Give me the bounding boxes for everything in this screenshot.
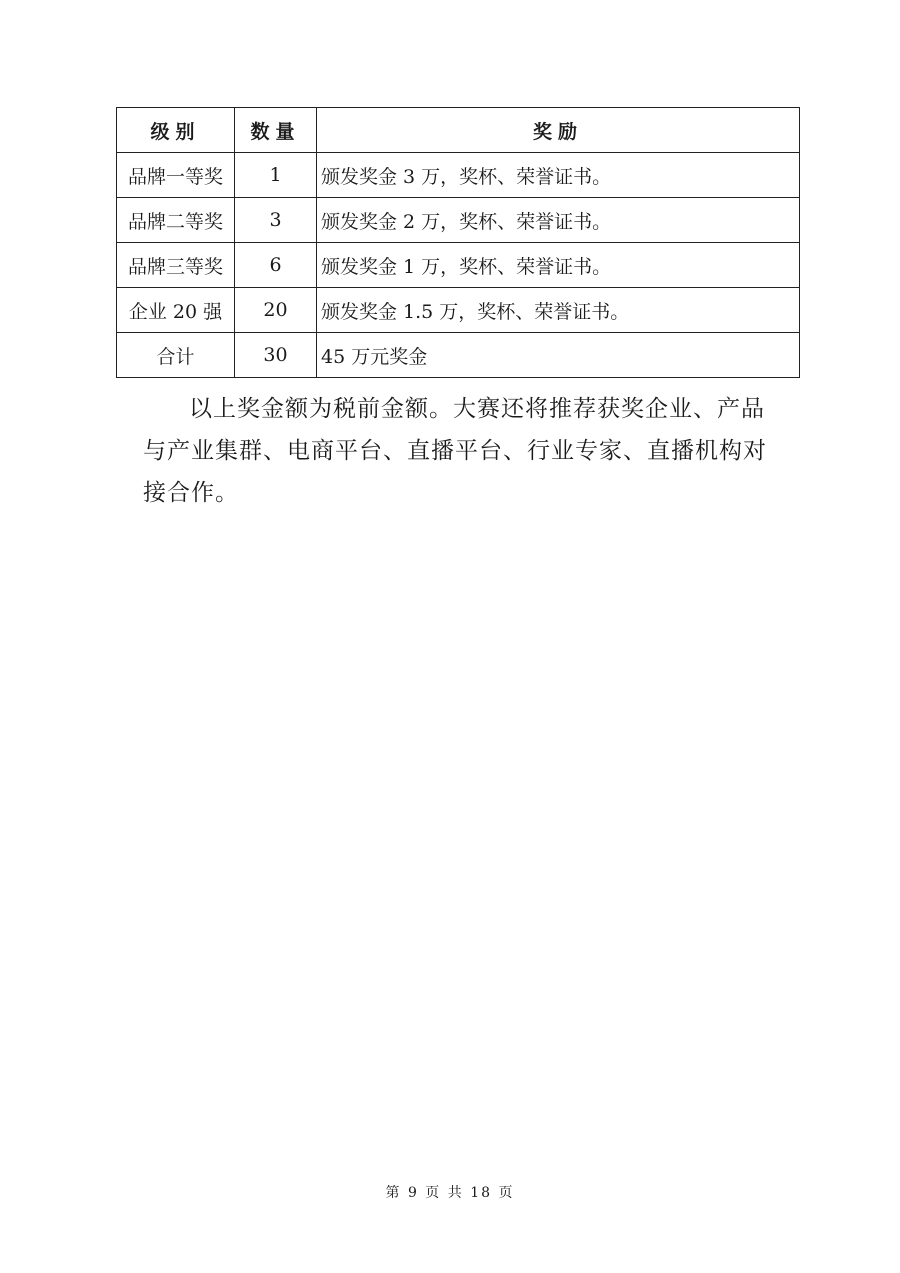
header-level: 级别	[117, 108, 235, 153]
header-count: 数量	[235, 108, 317, 153]
row-level: 品牌一等奖	[117, 153, 235, 198]
total-reward: 45 万元奖金	[317, 333, 800, 378]
row-count: 3	[235, 198, 317, 243]
table-row	[117, 243, 800, 288]
row-reward: 颁发奖金 1 万，奖杯、荣誉证书。	[317, 243, 800, 288]
row-reward: 颁发奖金 1.5 万，奖杯、荣誉证书。	[317, 288, 800, 333]
row-level: 企业 20 强	[117, 288, 235, 333]
table-row	[117, 153, 800, 198]
page-number-footer: 第 9 页 共 18 页	[385, 1185, 515, 1201]
row-count: 6	[235, 243, 317, 288]
row-count: 20	[235, 288, 317, 333]
row-level: 品牌三等奖	[117, 243, 235, 288]
total-label: 合计	[117, 333, 235, 378]
table-total-row	[117, 333, 800, 378]
row-level: 品牌二等奖	[117, 198, 235, 243]
note-paragraph: 以上奖金额为税前金额。大赛还将推荐获奖企业、产品与产业集群、电商平台、直播平台、行业专家、直播机构对接合作。	[143, 396, 767, 506]
header-reward: 奖励	[317, 108, 800, 153]
row-reward: 颁发奖金 2 万，奖杯、荣誉证书。	[317, 198, 800, 243]
row-count: 1	[235, 153, 317, 198]
table-header-row	[117, 108, 800, 153]
award-table	[116, 107, 800, 378]
row-reward: 颁发奖金 3 万，奖杯、荣誉证书。	[317, 153, 800, 198]
table-row	[117, 198, 800, 243]
table-row	[117, 288, 800, 333]
total-count: 30	[235, 333, 317, 378]
